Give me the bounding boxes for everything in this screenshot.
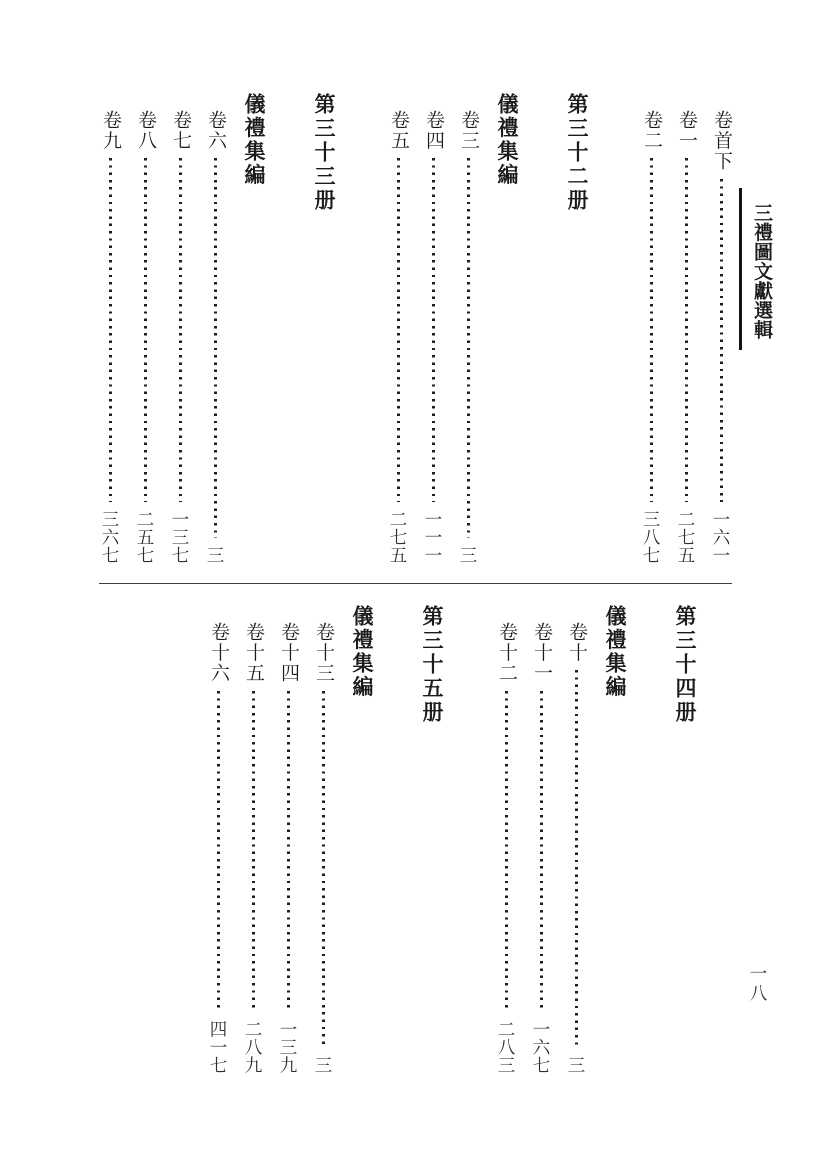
entry-label: 卷七 <box>170 110 191 151</box>
entry-page-number: 一三九 <box>278 1020 298 1074</box>
entry-page-number: 一一一 <box>423 510 443 564</box>
work-title-heading: 儀禮集編 <box>603 605 627 699</box>
page-number: 一八 <box>748 964 768 1004</box>
toc-entry <box>423 93 444 565</box>
dot-leader <box>217 691 219 1013</box>
entry-label: 卷四 <box>423 110 444 151</box>
entry-page-number: 三八七 <box>641 510 661 564</box>
dot-leader <box>252 691 254 1013</box>
dot-leader <box>432 158 434 502</box>
volume-heading: 第三十四册 <box>673 605 697 725</box>
entry-label: 卷八 <box>135 110 156 151</box>
entry-page-number: 二七五 <box>388 510 408 564</box>
entry-page-number: 二七五 <box>676 510 696 564</box>
dot-leader <box>287 691 289 1013</box>
dot-leader <box>322 691 324 1049</box>
entry-label: 卷一 <box>676 110 697 151</box>
toc-entry <box>243 605 264 1075</box>
running-title: 三禮圖文獻選輯 <box>751 203 772 340</box>
volume-heading: 第三十五册 <box>420 605 444 725</box>
entry-page-number: 三六七 <box>100 510 120 564</box>
dot-leader <box>575 670 577 1048</box>
dot-leader <box>214 158 216 538</box>
entry-page-number: 一三七 <box>170 510 190 564</box>
entry-label: 卷三 <box>458 110 479 151</box>
entry-page-number: 一六一 <box>711 510 731 564</box>
toc-entry <box>641 93 662 565</box>
entry-page-number: 二五七 <box>135 510 155 564</box>
toc-section-bottom <box>194 605 700 1075</box>
entry-label: 卷首下 <box>711 110 732 172</box>
dot-leader <box>685 158 687 502</box>
toc-entry <box>135 93 156 565</box>
volume-heading: 第三十二册 <box>565 93 589 213</box>
toc-entry <box>388 93 409 565</box>
entry-page-number: 四一七 <box>208 1020 228 1074</box>
work-title-heading: 儀禮集編 <box>350 605 374 699</box>
entry-label: 卷十二 <box>496 622 517 684</box>
toc-entry <box>531 605 552 1075</box>
dot-leader <box>144 158 146 502</box>
work-title-heading: 儀禮集編 <box>242 93 266 187</box>
work-title-heading: 儀禮集編 <box>495 93 519 187</box>
toc-entry <box>566 605 587 1075</box>
section-divider-line <box>99 583 732 584</box>
dot-leader <box>540 691 542 1013</box>
toc-entry <box>711 93 732 565</box>
toc-entry <box>170 93 191 565</box>
toc-entry <box>208 605 229 1075</box>
entry-label: 卷九 <box>100 110 121 151</box>
dot-leader <box>179 158 181 502</box>
dot-leader <box>467 158 469 538</box>
entry-label: 卷十三 <box>313 622 334 684</box>
entry-page-number: 二八九 <box>243 1020 263 1074</box>
toc-entry <box>313 605 334 1075</box>
entry-page-number: 三 <box>458 546 478 564</box>
toc-entry <box>278 605 299 1075</box>
entry-label: 卷六 <box>205 110 226 151</box>
entry-label: 卷十 <box>566 622 587 663</box>
entry-label: 卷二 <box>641 110 662 151</box>
toc-entry <box>100 93 121 565</box>
entry-page-number: 二八三 <box>496 1020 516 1074</box>
entry-page-number: 三 <box>313 1056 333 1074</box>
entry-label: 卷五 <box>388 110 409 151</box>
entry-label: 卷十六 <box>208 622 229 684</box>
dot-leader <box>505 691 507 1013</box>
entry-label: 卷十四 <box>278 622 299 684</box>
entry-page-number: 一六七 <box>531 1020 551 1074</box>
entry-label: 卷十五 <box>243 622 264 684</box>
entry-page-number: 三 <box>566 1056 586 1074</box>
toc-entry <box>676 93 697 565</box>
toc-entry <box>496 605 517 1075</box>
dot-leader <box>720 179 722 503</box>
toc-section-top <box>86 93 732 565</box>
dot-leader <box>650 158 652 502</box>
entry-page-number: 三 <box>205 546 225 564</box>
toc-entry <box>458 93 479 565</box>
dot-leader <box>109 158 111 502</box>
entry-label: 卷十一 <box>531 622 552 684</box>
running-title-block <box>739 188 775 350</box>
toc-entry <box>205 93 226 565</box>
dot-leader <box>397 158 399 502</box>
volume-heading: 第三十三册 <box>312 93 336 213</box>
